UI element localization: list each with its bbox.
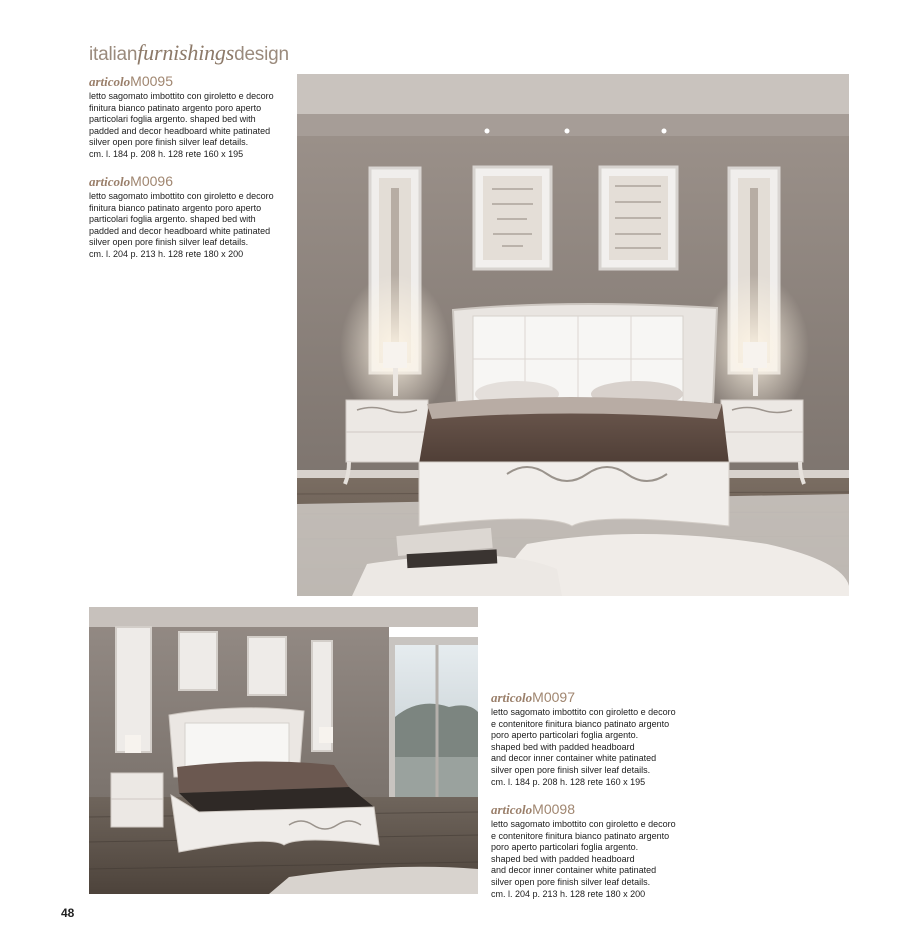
- article-m0096: [89, 173, 299, 261]
- article-line: finitura bianco patinato argento poro aperto: [89, 102, 262, 113]
- article-line: cm. l. 184 p. 208 h. 128 rete 160 x 195: [89, 148, 244, 159]
- article-line: shaped bed with padded headboard: [491, 853, 635, 864]
- article-line: silver open pore finish silver leaf details.: [491, 764, 651, 775]
- article-line: letto sagomato imbottito con giroletto e decoro: [89, 191, 274, 201]
- bedroom-photo-secondary: [89, 607, 478, 894]
- article-line: silver open pore finish silver leaf details.: [89, 137, 249, 148]
- article-code: M0098: [532, 801, 575, 817]
- article-line: poro aperto particolari foglia argento.: [491, 730, 639, 741]
- page-number: 48: [61, 906, 75, 920]
- article-line: silver open pore finish silver leaf details.: [89, 237, 249, 248]
- article-line: e contenitore finitura bianco patinato argento: [491, 718, 670, 729]
- brand-logo: italianfurnishingsdesign: [89, 40, 289, 65]
- article-line: finitura bianco patinato argento poro aperto: [89, 202, 262, 213]
- article-line: padded and decor headboard white patinated: [89, 225, 271, 236]
- article-line: and decor inner container white patinated: [491, 865, 657, 876]
- article-m0097: [491, 689, 701, 788]
- article-line: particolari foglia argento. shaped bed with: [89, 114, 256, 125]
- article-line: particolari foglia argento. shaped bed with: [89, 214, 256, 225]
- article-label: articolo: [491, 802, 533, 817]
- article-line: cm. l. 204 p. 213 h. 128 rete 180 x 200: [89, 248, 244, 259]
- article-line: shaped bed with padded headboard: [491, 741, 635, 752]
- article-line: letto sagomato imbottito con giroletto e decoro: [491, 819, 676, 829]
- article-line: and decor inner container white patinated: [491, 753, 657, 764]
- article-line: silver open pore finish silver leaf details.: [491, 876, 651, 887]
- article-code: M0096: [130, 173, 173, 189]
- article-m0095: [89, 73, 299, 161]
- article-code: M0097: [532, 689, 575, 705]
- article-line: e contenitore finitura bianco patinato argento: [491, 830, 670, 841]
- article-label: articolo: [89, 174, 131, 189]
- article-line: poro aperto particolari foglia argento.: [491, 842, 639, 853]
- article-line: cm. l. 204 p. 213 h. 128 rete 180 x 200: [491, 888, 646, 899]
- bedroom-photo-main: [297, 74, 849, 596]
- article-label: articolo: [89, 74, 131, 89]
- article-label: articolo: [491, 690, 533, 705]
- article-code: M0095: [130, 73, 173, 89]
- article-m0098: [491, 801, 701, 900]
- article-line: padded and decor headboard white patinated: [89, 125, 271, 136]
- article-line: letto sagomato imbottito con giroletto e decoro: [89, 91, 274, 101]
- article-line: cm. l. 184 p. 208 h. 128 rete 160 x 195: [491, 776, 646, 787]
- article-line: letto sagomato imbottito con giroletto e decoro: [491, 707, 676, 717]
